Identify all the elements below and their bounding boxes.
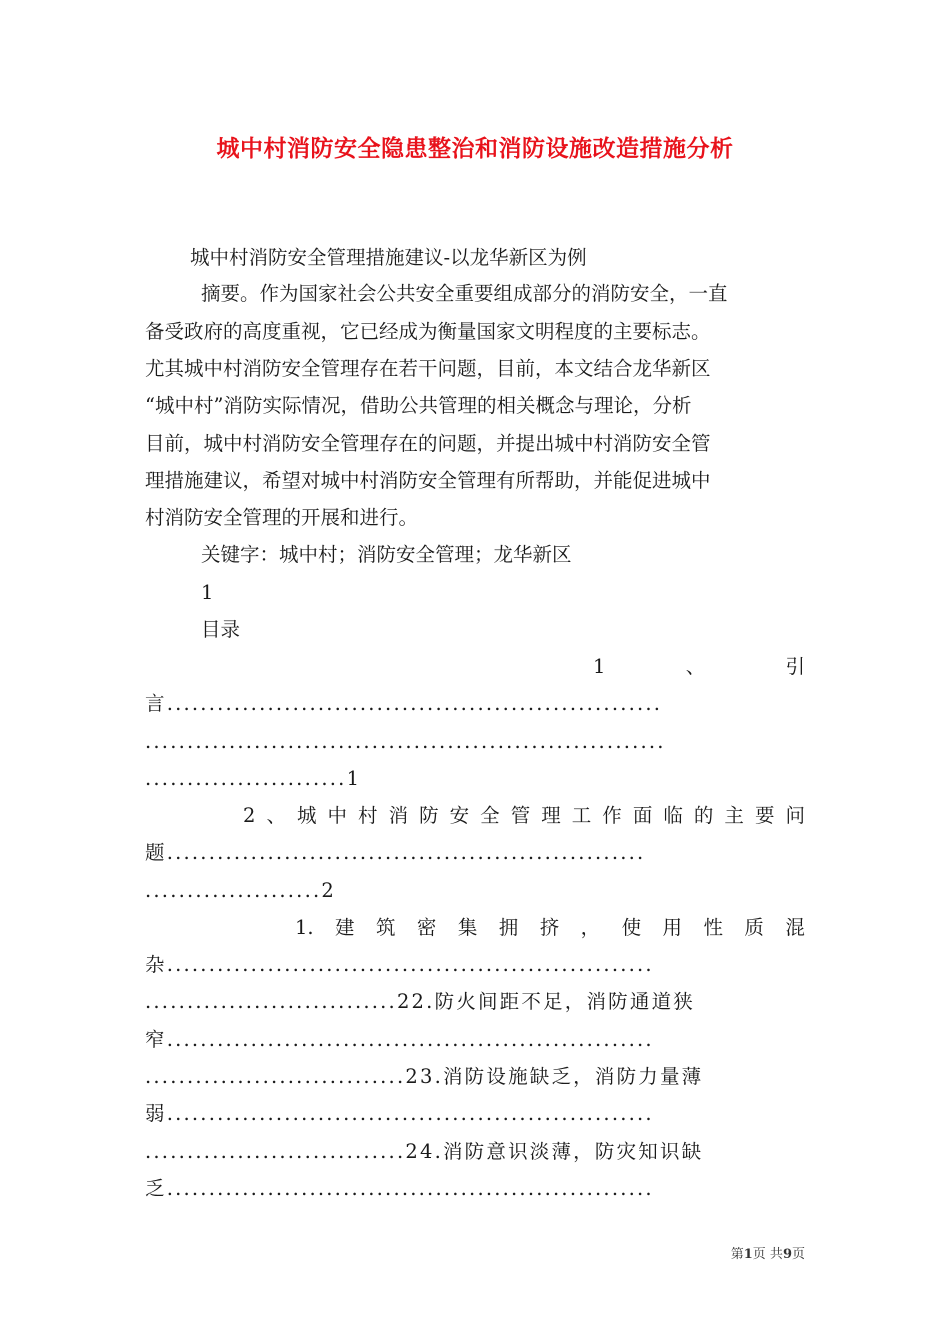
toc-item-2-header-char: 全 (480, 804, 500, 827)
toc-item-6-line-1[interactable]: 乏.......................................................... (145, 1177, 654, 1200)
keywords: 关键字：城中村；消防安全管理；龙华新区 (201, 543, 572, 566)
toc-item-2-header-char: 2 (243, 804, 256, 827)
footer-current-page: 1 (743, 1247, 753, 1262)
toc-item-4-line-1[interactable]: 窄.......................................................... (145, 1028, 654, 1051)
toc-item-1-line-2[interactable]: 言........................................................... (145, 692, 663, 715)
toc-item-5-line-1[interactable]: 弱.......................................................... (145, 1102, 654, 1125)
toc-heading: 目录 (201, 618, 241, 641)
toc-item-2-line-2[interactable]: 题......................................................... (145, 841, 646, 864)
abstract-line-4: “城中村”消防实际情况，借助公共管理的相关概念与理论，分析 (145, 394, 692, 417)
abstract-line-1: 摘要。作为国家社会公共安全重要组成部分的消防安全，一直 (201, 282, 728, 305)
footer-total-pages: 9 (782, 1247, 792, 1262)
toc-item-3-header-char: 建 (335, 916, 355, 939)
toc-item-3-header-char: 用 (662, 916, 683, 939)
toc-item-4-line-2[interactable]: ...............................23.消防设施缺乏，消防力量薄 (145, 1065, 704, 1088)
toc-item-2-header-char: 工 (571, 804, 592, 827)
toc-item-1-line-4[interactable]: ........................1 (145, 767, 362, 790)
document-title: 城中村消防安全隐患整治和消防设施改造措施分析 (216, 135, 734, 162)
toc-item-2-header-char: 作 (602, 804, 622, 827)
toc-item-2-header-char: 要 (754, 804, 775, 827)
toc-item-2-line-3[interactable]: .....................2 (145, 879, 336, 902)
toc-item-2-header-char: 理 (541, 804, 561, 827)
toc-item-3-header-char: ， (580, 916, 601, 939)
footer-suffix: 页 (791, 1247, 805, 1262)
toc-item-1-header[interactable] (593, 652, 805, 682)
toc-item-3-line-2[interactable]: 杂.......................................................... (145, 953, 654, 976)
toc-item-1-separator: 、 (685, 655, 706, 678)
toc-item-3-line-3[interactable]: ..............................22.防火间距不足，消防通道狭 (145, 990, 695, 1013)
toc-item-3-header-char: 混 (785, 916, 805, 939)
toc-item-2-header[interactable] (243, 801, 805, 831)
toc-item-3-header-char: 1. (295, 916, 314, 939)
page-footer (731, 1246, 805, 1264)
toc-item-2-header-char: 中 (327, 804, 348, 827)
toc-item-2-header-char: 主 (724, 804, 744, 827)
toc-item-2-header-char: 、 (266, 804, 286, 827)
toc-item-2-header-char: 安 (449, 804, 470, 827)
page-marker: 1 (201, 581, 214, 604)
abstract-line-3: 尤其城中村消防安全管理存在若干问题，目前，本文结合龙华新区 (145, 357, 711, 380)
toc-item-3-header-char: 挤 (539, 916, 560, 939)
toc-item-3-header-char: 密 (416, 916, 437, 939)
toc-item-2-header-char: 问 (785, 804, 805, 827)
toc-item-3-header-char: 质 (744, 916, 764, 939)
toc-item-1-line-3[interactable]: .............................................................. (145, 730, 666, 753)
toc-item-2-header-char: 临 (663, 804, 683, 827)
toc-item-1-first-char: 引 (785, 655, 805, 678)
toc-item-3-header-char: 使 (621, 916, 642, 939)
abstract-line-6: 理措施建议，希望对城中村消防安全管理有所帮助，并能促进城中 (145, 469, 711, 492)
toc-item-2-header-char: 消 (388, 804, 409, 827)
toc-item-3-header-char: 拥 (498, 916, 519, 939)
footer-prefix: 第 (730, 1247, 744, 1262)
toc-item-2-header-char: 面 (632, 804, 653, 827)
toc-item-3-header[interactable] (295, 913, 805, 943)
subtitle: 城中村消防安全管理措施建议-以龙华新区为例 (190, 246, 587, 269)
toc-item-2-header-char: 防 (419, 804, 439, 827)
toc-item-2-header-char: 村 (358, 804, 378, 827)
toc-item-3-header-char: 性 (703, 916, 723, 939)
toc-item-3-header-char: 筑 (375, 916, 396, 939)
footer-middle: 页 共 (752, 1247, 783, 1262)
toc-item-2-header-char: 城 (296, 804, 317, 827)
abstract-line-5: 目前，城中村消防安全管理存在的问题，并提出城中村消防安全管 (145, 432, 711, 455)
abstract-line-7: 村消防安全管理的开展和进行。 (145, 506, 419, 529)
toc-item-5-line-2[interactable]: ...............................24.消防意识淡薄，防灾知识缺 (145, 1140, 704, 1163)
toc-item-2-header-char: 管 (510, 804, 531, 827)
toc-item-1-number: 1 (593, 655, 606, 678)
toc-item-3-header-char: 集 (457, 916, 478, 939)
abstract-line-2: 备受政府的高度重视，它已经成为衡量国家文明程度的主要标志。 (145, 320, 711, 343)
toc-item-2-header-char: 的 (693, 804, 714, 827)
